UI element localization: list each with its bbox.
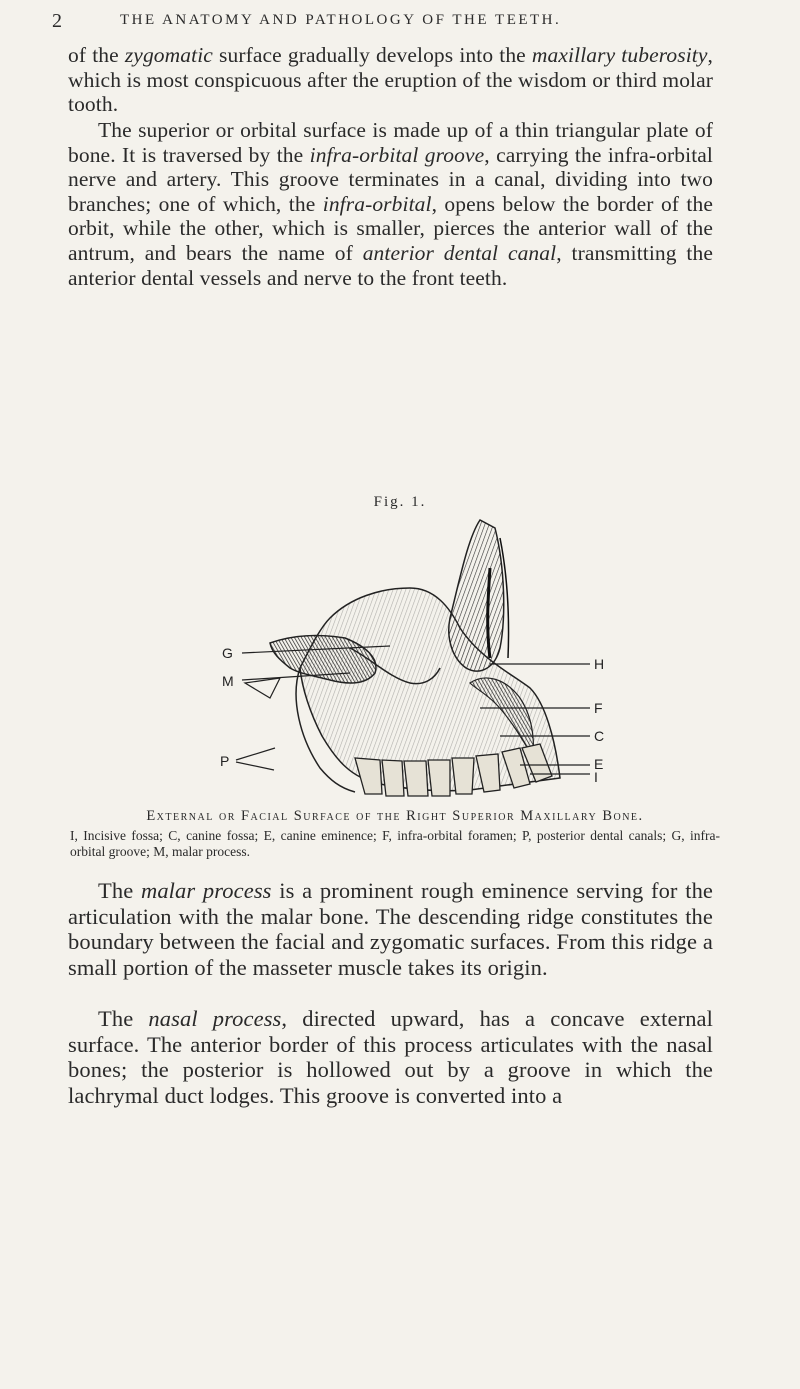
paragraph-malar-process [68, 878, 713, 980]
label-e: E [594, 756, 604, 772]
text-run: is a prominent rough eminence serving for the articulation with the malar bone. The descending ridge constitutes the boundary between the facial and zygomatic surfaces. From this ridge a small portion of the masseter muscle takes its origin. [68, 878, 713, 980]
label-m: M [222, 673, 234, 689]
text-run: , opens below the border of the orbit, while the other, which is smaller, pierces the anterior wall of the antrum, and bears the name of [68, 191, 713, 265]
text-run: The [98, 1006, 149, 1031]
paragraph-nasal-process [68, 1006, 713, 1108]
figure-caption-legend: I, Incisive fossa; C, canine fossa; E, canine eminence; F, infra-orbital foramen; P, posterior dental canals; G, infra-orbital groove; M, malar process. [70, 828, 720, 859]
text-run: surface gradually develops into the [212, 43, 532, 67]
text-run: , carrying the infra-orbital nerve and artery. This groove terminates in a canal, dividing into two branches; one of which, the [68, 142, 713, 216]
text-run: , transmitting the anterior dental vessels and nerve to the front teeth. [68, 240, 713, 290]
italic-term: zygomatic [124, 43, 213, 67]
label-f: F [594, 700, 603, 716]
paragraph-zygomatic-surface [68, 43, 713, 117]
running-head: THE ANATOMY AND PATHOLOGY OF THE TEETH. [120, 12, 562, 28]
maxillary-bone-illustration [150, 508, 670, 798]
italic-term: nasal process [148, 1006, 282, 1031]
paragraph-orbital-surface [68, 118, 713, 290]
figure-caption-title: External or Facial Surface of the Right Superior Maxillary Bone. [146, 808, 644, 824]
page-number: 2 [52, 10, 63, 32]
label-g: G [222, 645, 233, 661]
text-run: of the [68, 43, 125, 67]
italic-term: maxillary tuberosity [531, 43, 708, 67]
text-run: The superior or orbital surface is made up of a thin triangular plate of bone. It is traversed by the [68, 118, 713, 167]
figure-number: Fig. 1. [373, 494, 427, 510]
italic-term: malar process [140, 878, 272, 903]
label-p: P [220, 753, 230, 769]
label-c: C [594, 728, 605, 744]
italic-term: anterior dental canal [362, 240, 557, 265]
text-run: The [98, 878, 141, 903]
text-run: , which is most conspicuous after the eruption of the wisdom or third molar tooth. [68, 43, 714, 117]
text-run: , directed upward, has a concave external surface. The anterior border of this process articulates with the nasal bones; the posterior is hollowed out by a groove in which the lachrymal duct lodges. This groove is converted into a [68, 1006, 713, 1108]
italic-term: infra-orbital groove [309, 142, 485, 167]
label-h: H [594, 656, 605, 672]
label-i: I [594, 769, 598, 785]
italic-term: infra-orbital [322, 191, 432, 216]
page-header [0, 0, 800, 40]
